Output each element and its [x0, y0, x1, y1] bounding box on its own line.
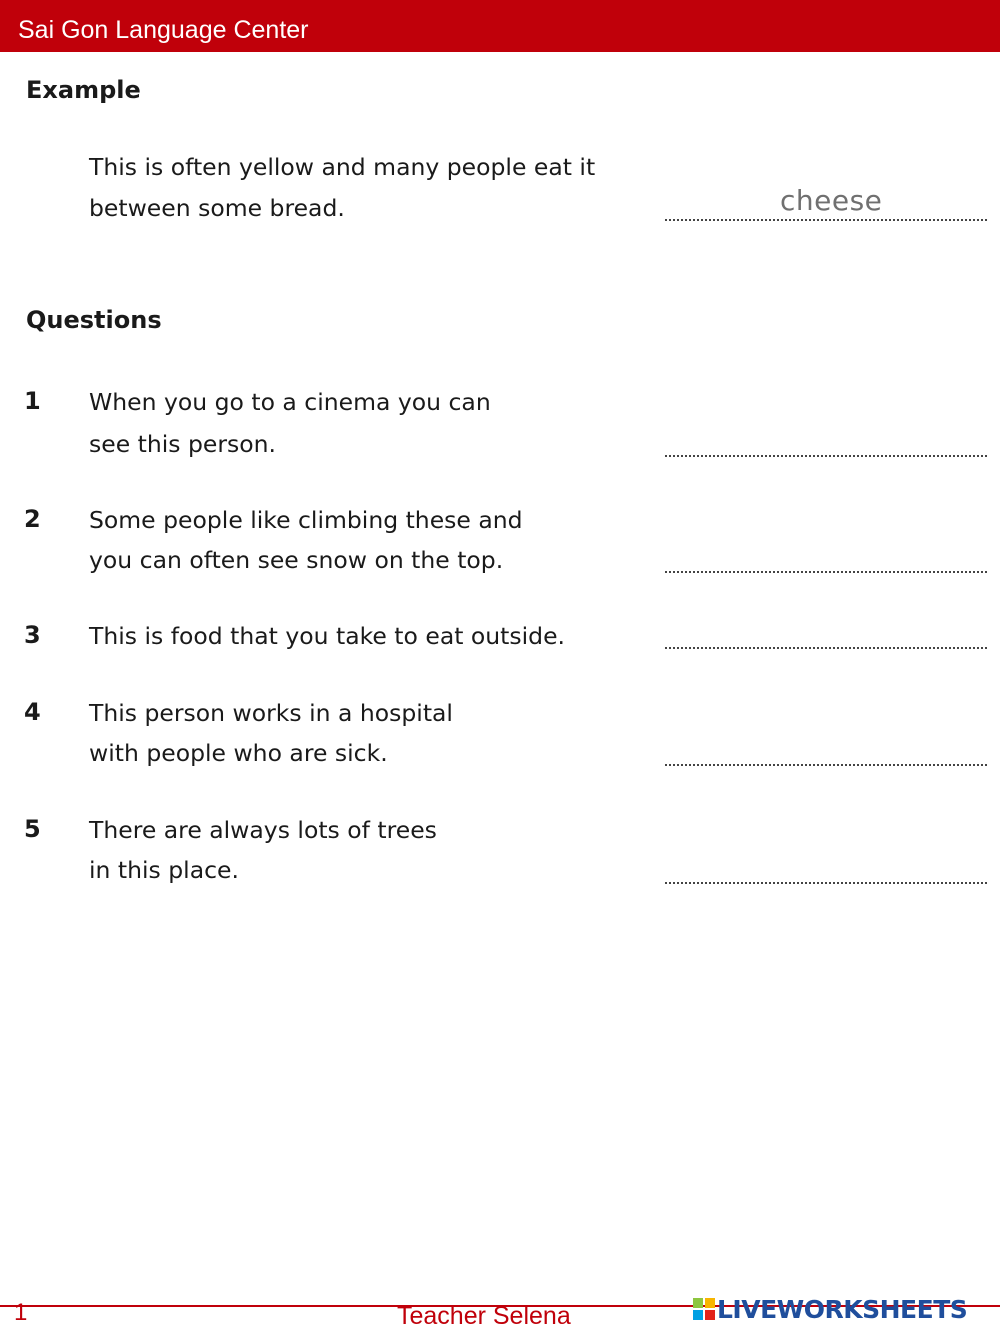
question-1-line-2: see this person. — [89, 430, 277, 458]
example-answer: cheese — [780, 184, 883, 217]
question-4-line-1: This person works in a hospital — [89, 699, 453, 727]
page-number: 1 — [14, 1299, 28, 1326]
question-2-answer-field[interactable] — [665, 571, 987, 573]
question-5-answer-field[interactable] — [665, 882, 987, 884]
question-1-line-1: When you go to a cinema you can — [89, 388, 491, 416]
example-text-line-2: between some bread. — [89, 194, 345, 222]
example-answer-line — [665, 219, 987, 221]
liveworksheets-brand-text: LIVEWORKSHEETS — [717, 1294, 968, 1324]
footer-author: Teacher Selena — [397, 1302, 571, 1330]
question-4-line-2: with people who are sick. — [89, 739, 388, 767]
question-1-number: 1 — [24, 387, 41, 415]
questions-heading: Questions — [26, 306, 162, 334]
header-bar — [0, 0, 1000, 52]
question-5-number: 5 — [24, 815, 41, 843]
question-2-number: 2 — [24, 505, 41, 533]
example-heading: Example — [26, 76, 141, 104]
question-3-line-1: This is food that you take to eat outside. — [89, 622, 566, 650]
question-2-line-1: Some people like climbing these and — [89, 506, 523, 534]
liveworksheets-logo-icon — [693, 1298, 715, 1320]
question-3-answer-field[interactable] — [665, 647, 987, 649]
question-1-answer-field[interactable] — [665, 455, 987, 457]
question-2-line-2: you can often see snow on the top. — [89, 546, 504, 574]
liveworksheets-brand[interactable] — [693, 1294, 967, 1324]
question-5-line-1: There are always lots of trees — [89, 816, 437, 844]
question-3-number: 3 — [24, 621, 41, 649]
question-5-line-2: in this place. — [89, 856, 239, 884]
example-text-line-1: This is often yellow and many people eat it — [89, 153, 596, 181]
header-title: Sai Gon Language Center — [18, 16, 309, 44]
question-4-answer-field[interactable] — [665, 764, 987, 766]
question-4-number: 4 — [24, 698, 41, 726]
